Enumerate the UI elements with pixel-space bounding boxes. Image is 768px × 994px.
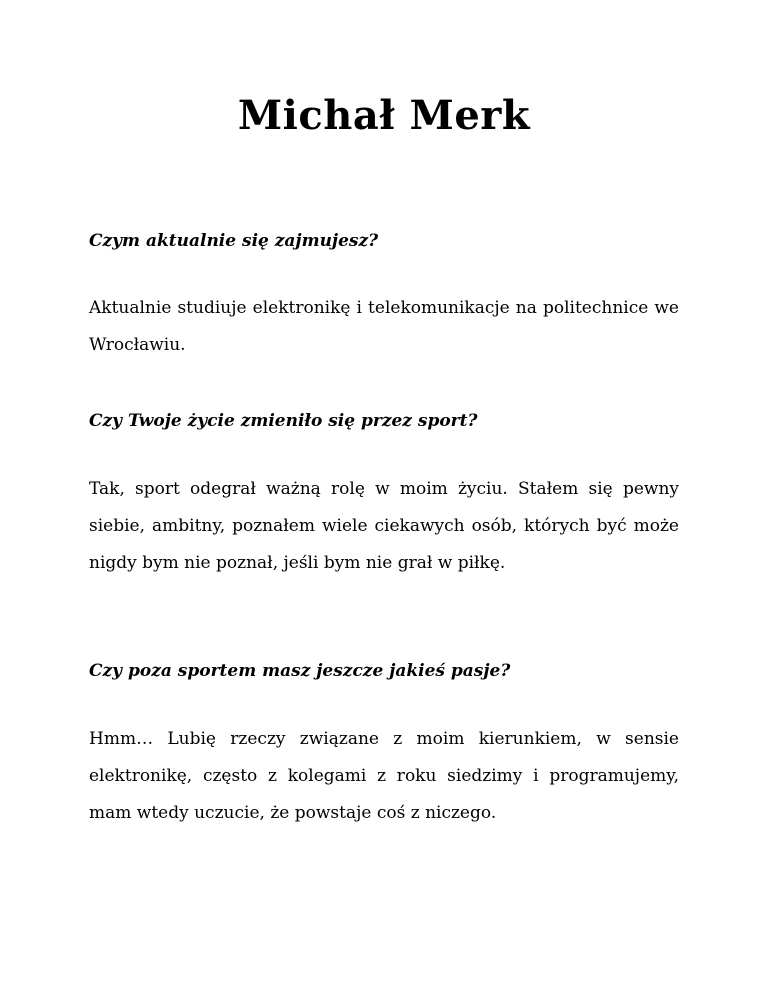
qa-item [89,408,679,582]
question-text: Czym aktualnie się zajmujesz? [89,231,379,251]
answer-text: Aktualnie studiuje elektronikę i telekomunikacje na politechnice we Wrocławiu. [89,298,679,355]
question-text: Czy Twoje życie zmieniło się przez sport? [89,411,478,431]
answer-text: Tak, sport odegrał ważną rolę w moim życiu. Stałem się pewny siebie, ambitny, poznałem wiele ciekawych osób, których być może nigdy bym nie poznał, jeśli bym nie grał w piłkę. [89,479,679,573]
page-title: Michał Merk [237,92,531,139]
qa-item [89,658,679,832]
answer-text: Hmm… Lubię rzeczy związane z moim kierunkiem, w sensie elektronikę, często z kolegami z roku siedzimy i programujemy, mam wtedy uczucie, że powstaje coś z niczego. [89,729,679,823]
qa-item [89,228,679,364]
question-text: Czy poza sportem masz jeszcze jakieś pasje? [89,661,511,681]
